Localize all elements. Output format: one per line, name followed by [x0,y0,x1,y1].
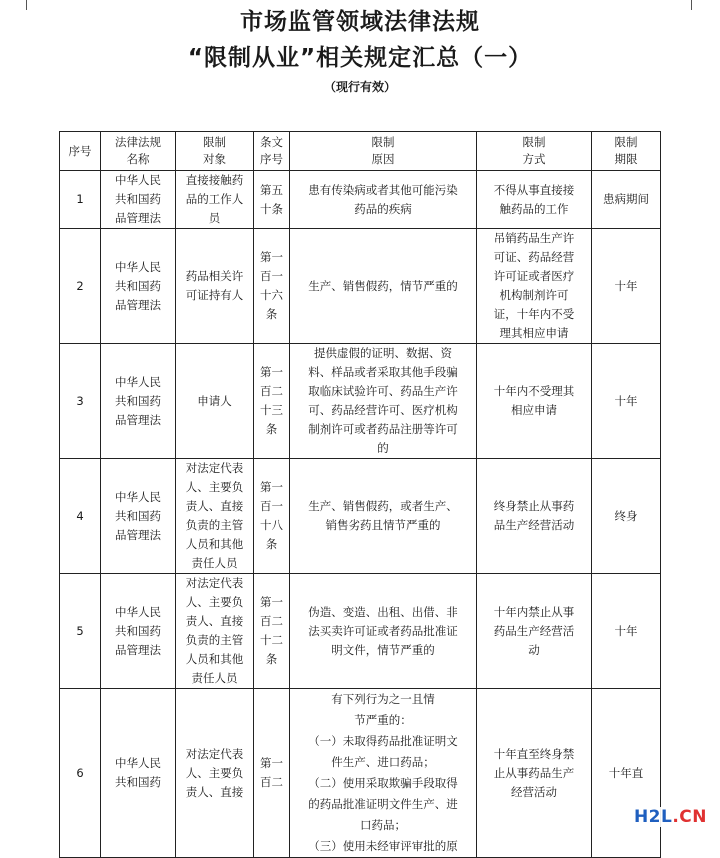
cell-period: 十年 [592,344,661,459]
cell-law: 中华人民 共和国药 品管理法 [101,229,176,344]
table-row [60,344,661,459]
cell-method: 十年直至终身禁 止从事药品生产 经营活动 [477,689,592,858]
cell-law: 中华人民 共和国药 品管理法 [101,574,176,689]
cell-reason-text: 有下列行为之一且情 节严重的： （一）未取得药品批准证明文 件生产、进口药品； （二）使用采取欺骗手段取得 的药品批准证明文件生产、进 口药品； （三）使用未经审评审批的原 [308,692,458,853]
cell-period: 十年 [592,229,661,344]
cell-article: 第一 百二 [254,689,290,858]
header-no: 序号 [60,132,101,171]
cell-no: 2 [60,229,101,344]
cell-reason: 伪造、变造、出租、出借、非 法买卖许可证或者药品批准证 明文件，情节严重的 [290,574,477,689]
table-row [60,171,661,229]
cell-method: 十年内不受理其 相应申请 [477,344,592,459]
table-header-row [60,132,661,171]
cell-target: 对法定代表 人、主要负 责人、直接 负责的主管 人员和其他 责任人员 [176,459,254,574]
cell-method: 十年内禁止从事 药品生产经营活 动 [477,574,592,689]
cell-law: 中华人民 共和国药 [101,689,176,858]
cell-no: 5 [60,574,101,689]
cell-article: 第一 百一 十六 条 [254,229,290,344]
table-row [60,689,661,858]
cell-law: 中华人民 共和国药 品管理法 [101,459,176,574]
cell-article: 第五 十条 [254,171,290,229]
cell-target: 药品相关许 可证持有人 [176,229,254,344]
header-period: 限制 期限 [592,132,661,171]
cell-reason: 生产、销售假药，情节严重的 [290,229,477,344]
header-law: 法律法规 名称 [101,132,176,171]
regulations-table [59,131,661,858]
document-title-line1: 市场监管领域法律法规 [240,9,480,35]
header-reason: 限制 原因 [290,132,477,171]
table-row [60,229,661,344]
cell-no: 1 [60,171,101,229]
table-row [60,574,661,689]
cell-article: 第一 百二 十二 条 [254,574,290,689]
watermark-part1: H2L [633,807,673,827]
cell-method: 吊销药品生产许 可证、药品经营 许可证或者医疗 机构制剂许可 证，十年内不受 理其相应申请 [477,229,592,344]
cell-period: 十年 [592,574,661,689]
cell-method: 不得从事直接接 触药品的工作 [477,171,592,229]
cell-target: 直接接触药 品的工作人 员 [176,171,254,229]
cell-period: 终身 [592,459,661,574]
cell-method: 终身禁止从事药 品生产经营活动 [477,459,592,574]
document-subtitle: （现行有效） [323,80,396,94]
cell-no: 6 [60,689,101,858]
cell-no: 4 [60,459,101,574]
cell-target: 申请人 [176,344,254,459]
cell-reason [290,689,477,858]
cell-law: 中华人民 共和国药 品管理法 [101,171,176,229]
site-watermark [631,807,710,827]
cell-reason: 生产、销售假药，或者生产、 销售劣药且情节严重的 [290,459,477,574]
document-header [0,6,720,96]
cell-period: 患病期间 [592,171,661,229]
watermark-part2: .CN [672,807,707,827]
header-article: 条文 序号 [254,132,290,171]
cell-no: 3 [60,344,101,459]
cell-article: 第一 百一 十八 条 [254,459,290,574]
table-row [60,459,661,574]
document-title-line2: “限制从业”相关规定汇总（一） [187,45,533,71]
cell-reason: 患有传染病或者其他可能污染 药品的疾病 [290,171,477,229]
header-target: 限制 对象 [176,132,254,171]
cell-article: 第一 百二 十三 条 [254,344,290,459]
cell-target: 对法定代表 人、主要负 责人、直接 负责的主管 人员和其他 责任人员 [176,574,254,689]
cell-target: 对法定代表 人、主要负 责人、直接 [176,689,254,858]
cell-reason: 提供虚假的证明、数据、资 料、样品或者采取其他手段骗 取临床试验许可、药品生产许 可、药品经营许可、医疗机构 制剂许可或者药品注册等许可 的 [290,344,477,459]
cell-law: 中华人民 共和国药 品管理法 [101,344,176,459]
header-method: 限制 方式 [477,132,592,171]
cell-period: 十年直 [592,689,661,858]
